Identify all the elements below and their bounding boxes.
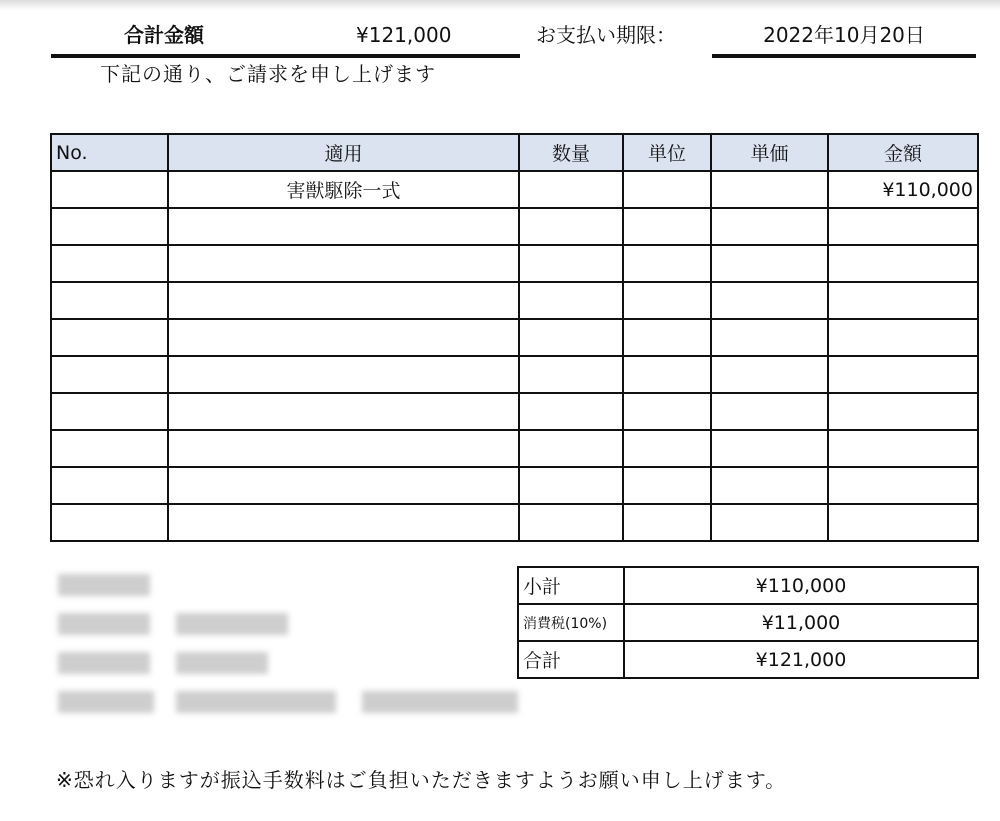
cell-unit-price: [711, 245, 828, 282]
cell-unit-price: [711, 504, 828, 541]
cell-description: [168, 282, 519, 319]
cell-amount: [828, 467, 978, 504]
column-header-no: No.: [51, 134, 168, 171]
request-statement: 下記の通り、ご請求を申し上げます: [100, 62, 436, 86]
table-row: [51, 430, 978, 467]
cell-no: [51, 208, 168, 245]
table-row: [51, 319, 978, 356]
subtotal-value: ¥110,000: [624, 567, 978, 604]
subtotal-row: [518, 567, 978, 604]
cell-no: [51, 430, 168, 467]
cell-amount: [828, 356, 978, 393]
totals-table: [517, 566, 979, 679]
cell-no: [51, 504, 168, 541]
redacted-text-block: [176, 652, 268, 674]
cell-quantity: [519, 208, 623, 245]
transfer-fee-note: ※恐れ入りますが振込手数料はご負担いただきますようお願い申し上げます。: [56, 768, 787, 792]
cell-description: [168, 393, 519, 430]
cell-amount: [828, 393, 978, 430]
cell-quantity: [519, 319, 623, 356]
table-row: [51, 282, 978, 319]
cell-quantity: [519, 430, 623, 467]
invoice-items-table: [50, 133, 979, 542]
redacted-text-block: [176, 691, 336, 713]
cell-quantity: [519, 356, 623, 393]
subtotal-label: 小計: [518, 567, 624, 604]
cell-unit: [623, 171, 711, 208]
cell-no: [51, 245, 168, 282]
cell-amount: ¥110,000: [828, 171, 978, 208]
cell-unit: [623, 467, 711, 504]
cell-quantity: [519, 467, 623, 504]
table-row: [51, 171, 978, 208]
cell-unit: [623, 504, 711, 541]
tax-row: [518, 604, 978, 641]
cell-unit: [623, 245, 711, 282]
cell-quantity: [519, 245, 623, 282]
table-row: [51, 467, 978, 504]
page-top-shadow: [0, 0, 1000, 10]
column-header-quantity: 数量: [519, 134, 623, 171]
grand-total-value: ¥121,000: [624, 641, 978, 678]
cell-unit-price: [711, 430, 828, 467]
cell-amount: [828, 208, 978, 245]
cell-unit: [623, 208, 711, 245]
cell-unit-price: [711, 356, 828, 393]
cell-amount: [828, 504, 978, 541]
cell-no: [51, 467, 168, 504]
cell-description: [168, 467, 519, 504]
cell-no: [51, 356, 168, 393]
table-row: [51, 504, 978, 541]
cell-unit: [623, 319, 711, 356]
total-amount-value: ¥121,000: [356, 23, 452, 47]
cell-description: [168, 245, 519, 282]
cell-description: [168, 208, 519, 245]
redacted-text-block: [58, 652, 150, 674]
table-row: [51, 356, 978, 393]
cell-no: [51, 171, 168, 208]
table-row: [51, 245, 978, 282]
column-header-unit-price: 単価: [711, 134, 828, 171]
due-date-underline: [712, 54, 976, 58]
cell-unit-price: [711, 467, 828, 504]
cell-description: [168, 319, 519, 356]
cell-description: [168, 430, 519, 467]
grand-total-row: [518, 641, 978, 678]
cell-unit-price: [711, 171, 828, 208]
cell-amount: [828, 319, 978, 356]
cell-unit-price: [711, 282, 828, 319]
redacted-text-block: [58, 574, 150, 596]
cell-amount: [828, 245, 978, 282]
tax-label: 消費税(10%): [518, 604, 624, 641]
cell-quantity: [519, 504, 623, 541]
cell-quantity: [519, 171, 623, 208]
tax-value: ¥11,000: [624, 604, 978, 641]
cell-unit: [623, 430, 711, 467]
redacted-text-block: [58, 691, 154, 713]
table-row: [51, 393, 978, 430]
column-header-description: 適用: [168, 134, 519, 171]
due-date-label: お支払い期限：: [536, 23, 676, 47]
cell-quantity: [519, 282, 623, 319]
cell-quantity: [519, 393, 623, 430]
cell-unit-price: [711, 208, 828, 245]
cell-unit-price: [711, 319, 828, 356]
issuer-info-redacted: [56, 572, 518, 722]
cell-no: [51, 282, 168, 319]
column-header-amount: 金額: [828, 134, 978, 171]
redacted-text-block: [176, 613, 288, 635]
due-date-value: 2022年10月20日: [763, 23, 925, 47]
cell-no: [51, 393, 168, 430]
cell-amount: [828, 282, 978, 319]
cell-amount: [828, 430, 978, 467]
cell-unit: [623, 356, 711, 393]
cell-unit: [623, 393, 711, 430]
grand-total-label: 合計: [518, 641, 624, 678]
cell-description: [168, 356, 519, 393]
cell-unit: [623, 282, 711, 319]
total-amount-underline: [51, 54, 520, 58]
redacted-text-block: [362, 691, 518, 713]
table-header-row: [51, 134, 978, 171]
cell-description: [168, 504, 519, 541]
redacted-text-block: [58, 613, 150, 635]
cell-unit-price: [711, 393, 828, 430]
total-amount-label: 合計金額: [124, 23, 204, 47]
column-header-unit: 単位: [623, 134, 711, 171]
cell-description: 害獣駆除一式: [168, 171, 519, 208]
table-row: [51, 208, 978, 245]
cell-no: [51, 319, 168, 356]
